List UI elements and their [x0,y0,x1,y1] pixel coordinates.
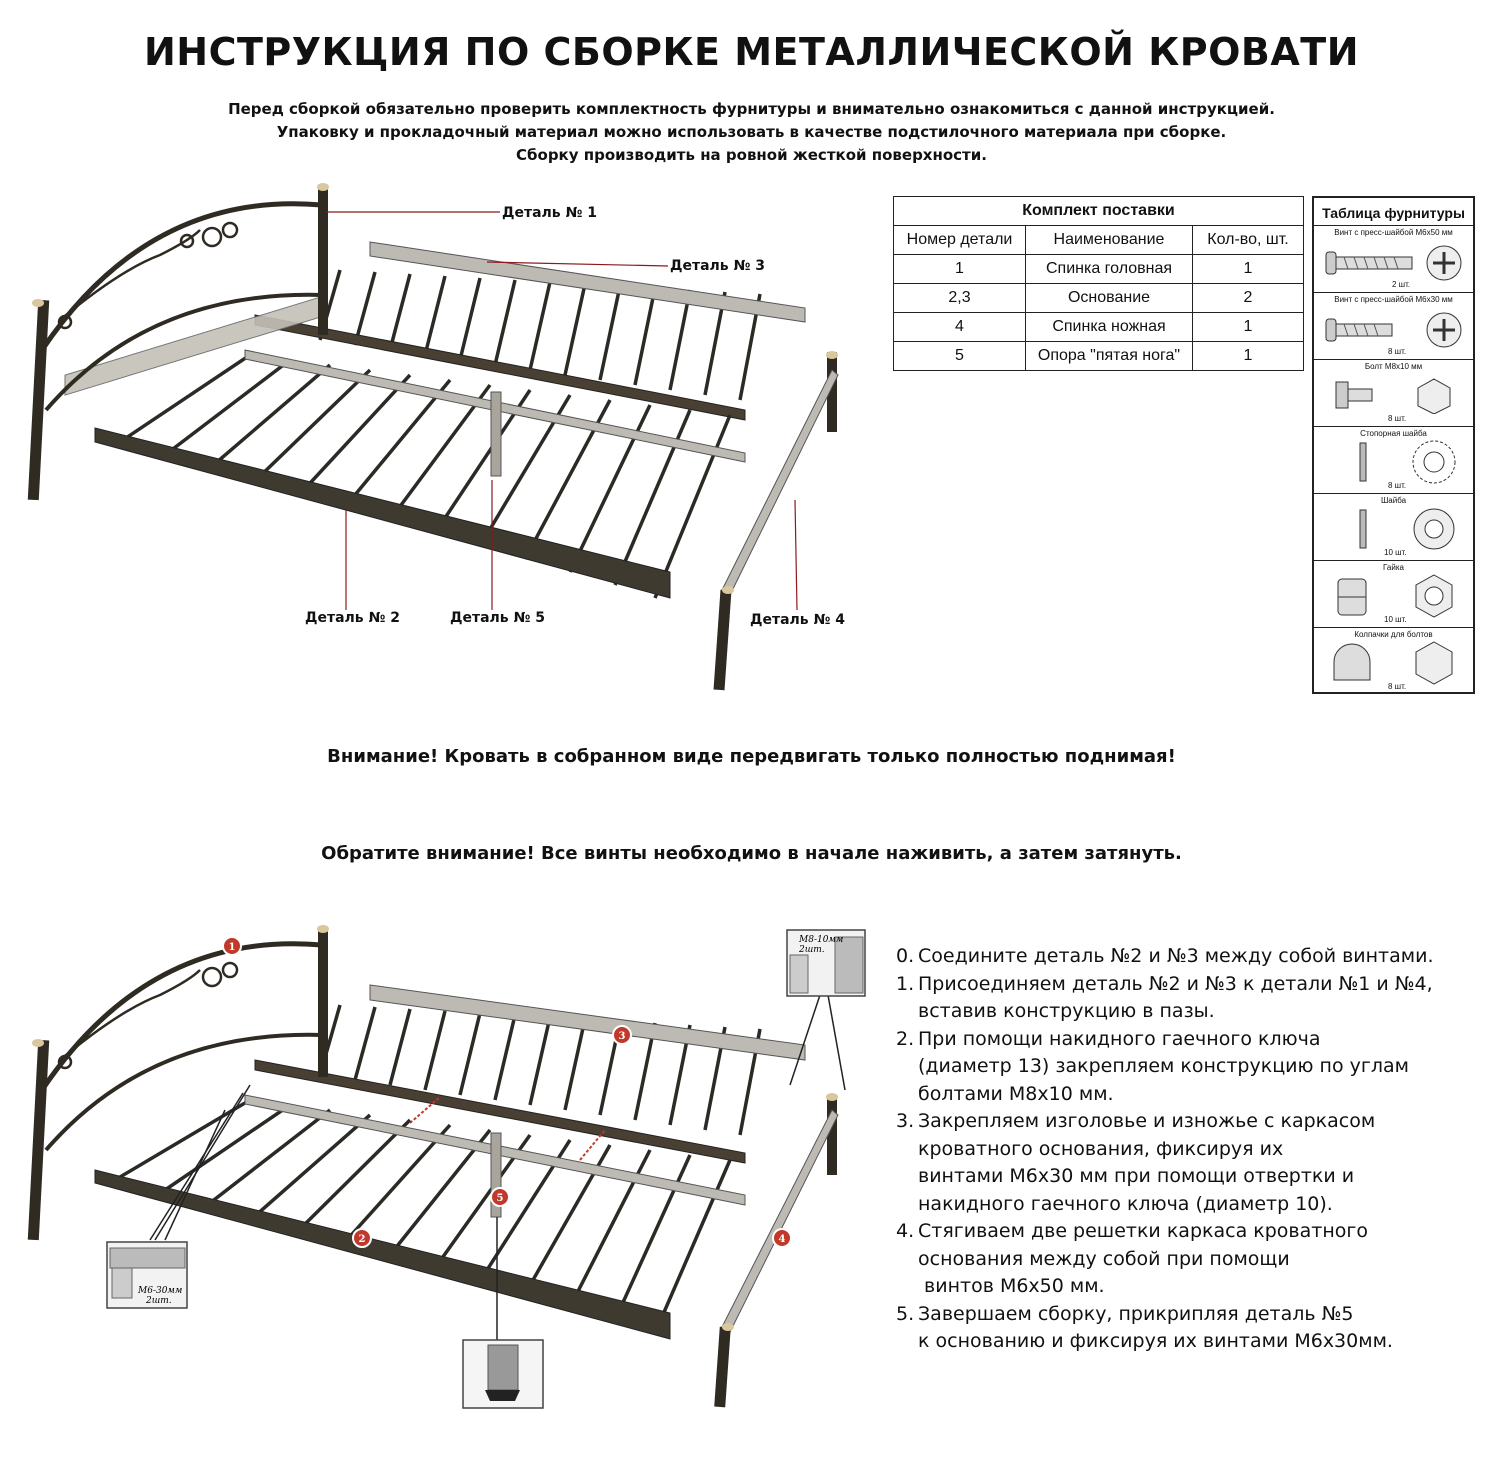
kit-cell: Спинка головная [1026,255,1193,284]
hardware-item-name: Гайка [1383,563,1404,572]
table-row [894,342,1304,371]
kit-table [893,196,1304,371]
hardware-item [1314,225,1473,292]
assembly-steps [896,943,1496,1356]
hardware-item-name: Винт с пресс-шайбой М6х30 мм [1334,295,1453,304]
callout-part-1: Деталь № 1 [502,205,597,221]
screw-icon [1324,309,1469,349]
step-5 [896,1301,1496,1356]
kit-cell: 2 [1193,284,1304,313]
kit-cell: 1 [894,255,1026,284]
bed-drawing-bottom [28,925,865,1408]
step-1 [896,971,1496,1026]
kit-cell: Спинка ножная [1026,313,1193,342]
step-text: кроватного основания, фиксируя их [918,1137,1284,1160]
hardware-table-title: Таблица фурнитуры [1322,205,1465,221]
hardware-item-name: Болт М8х10 мм [1364,362,1423,371]
step-3 [896,1108,1496,1218]
lock-washer-icon [1334,439,1469,485]
kit-header-name: Наименование [1026,226,1193,255]
table-row [894,284,1304,313]
nut-icon [1328,573,1468,619]
hardware-item [1314,426,1473,493]
hardware-item-qty: 8 шт. [1388,347,1407,356]
kit-cell: 5 [894,342,1026,371]
step-text: винтами М6х30 мм при помощи отвертки и [918,1165,1355,1187]
hardware-item-qty: 8 шт. [1388,682,1407,691]
intro-line-3: Сборку производить на ровной жесткой поверхности. [516,146,987,164]
kit-cell: Основание [1026,284,1193,313]
inset-top-size: М8-10мм [799,935,844,945]
step-4 [896,1218,1496,1301]
step-number: 1. [896,972,915,995]
kit-header-number: Номер детали [894,226,1026,255]
callout-part-2: Деталь № 2 [305,610,400,626]
kit-cell: 4 [894,313,1026,342]
hardware-item-qty: 10 шт. [1384,615,1407,624]
marker-label: 5 [496,1193,504,1204]
step-text: Соедините деталь №2 и №3 между собой винтами. [918,945,1434,967]
bolt-icon [1334,376,1469,414]
hardware-table [1312,196,1475,694]
step-text: Завершаем сборку, прикрипляя деталь №5 [918,1302,1354,1325]
hardware-item-qty: 2 шт. [1392,280,1411,289]
hardware-item-qty: 10 шт. [1384,548,1407,557]
hardware-item-name: Шайба [1380,496,1407,505]
hardware-item-name: Колпачки для болтов [1354,630,1433,639]
hardware-item [1314,359,1473,426]
callout-part-4: Деталь № 4 [750,612,845,628]
kit-cell: 1 [1193,255,1304,284]
kit-cell: Опора "пятая нога" [1026,342,1193,371]
table-row [894,255,1304,284]
marker-label: 4 [778,1234,786,1245]
bed-diagram-exploded [0,170,880,710]
kit-table-title: Комплект поставки [894,197,1304,226]
bed-diagram-assembly [0,915,880,1415]
marker-label: 1 [228,942,236,953]
step-2 [896,1026,1496,1109]
step-number: 3. [896,1110,915,1132]
marker-label: 2 [358,1234,366,1245]
table-row [894,313,1304,342]
hardware-item-name: Стопорная шайба [1360,429,1427,438]
step-number: 4. [896,1220,915,1242]
warning-move: Внимание! Кровать в собранном виде передвигать только полностью поднимая! [327,746,1176,767]
step-text: болтами М8х10 мм. [918,1082,1114,1105]
hardware-item [1314,292,1473,359]
kit-cell: 2,3 [894,284,1026,313]
step-text: накидного гаечного ключа (диаметр 10). [918,1192,1333,1215]
step-text: Стягиваем две решетки каркаса кроватного [918,1220,1368,1242]
step-text: (диаметр 13) закрепляем конструкцию по углам [918,1055,1409,1077]
page-title: ИНСТРУКЦИЯ ПО СБОРКЕ МЕТАЛЛИЧЕСКОЙ КРОВАТИ [143,30,1360,74]
marker-label: 3 [618,1031,626,1042]
inset-bottom-qty: 2шт. [146,1296,172,1306]
kit-cell: 1 [1193,342,1304,371]
hardware-item-qty: 8 шт. [1388,481,1407,490]
step-text: Присоединяем деталь №2 и №3 к детали №1 и №4, [918,972,1433,995]
hardware-item [1314,493,1473,560]
marker-5 [491,1188,509,1206]
step-text: вставив конструкцию в пазы. [918,1000,1215,1022]
intro-line-1: Перед сборкой обязательно проверить комплектность фурнитуры и внимательно ознакомиться с данной инструкцией. [228,100,1275,118]
kit-cell: 1 [1193,313,1304,342]
step-number: 5. [896,1302,915,1325]
step-text: винтов М6х50 мм. [918,1275,1105,1297]
kit-header-qty: Кол-во, шт. [1193,226,1304,255]
cap-nut-icon [1328,640,1468,686]
hardware-item-name: Винт с пресс-шайбой М6х50 мм [1334,228,1453,237]
step-text: к основанию и фиксируя их винтами М6х30мм. [918,1330,1393,1352]
marker-4 [773,1229,791,1247]
inset-top-qty: 2шт. [799,945,825,955]
callout-part-5: Деталь № 5 [450,610,545,626]
marker-1 [223,937,241,955]
intro-line-2: Упаковку и прокладочный материал можно использовать в качестве подстилочного материала при сборке. [276,123,1227,141]
marker-2 [353,1229,371,1247]
step-text: основания между собой при помощи [918,1247,1290,1270]
hardware-item [1314,627,1473,692]
step-0 [896,943,1496,971]
marker-3 [613,1026,631,1044]
inset-bottom-size: М6-30мм [138,1286,183,1296]
hardware-item-qty: 8 шт. [1388,414,1407,423]
washer-icon [1334,506,1469,552]
callout-part-3: Деталь № 3 [670,258,765,274]
hardware-item [1314,560,1473,627]
step-text: Закрепляем изголовье и изножье с каркасом [918,1110,1376,1132]
warning-screws: Обратите внимание! Все винты необходимо в начале наживить, а затем затянуть. [321,843,1182,864]
screw-icon [1324,242,1469,282]
step-number: 0. [896,945,915,967]
step-number: 2. [896,1027,915,1050]
step-text: При помощи накидного гаечного ключа [918,1027,1321,1050]
